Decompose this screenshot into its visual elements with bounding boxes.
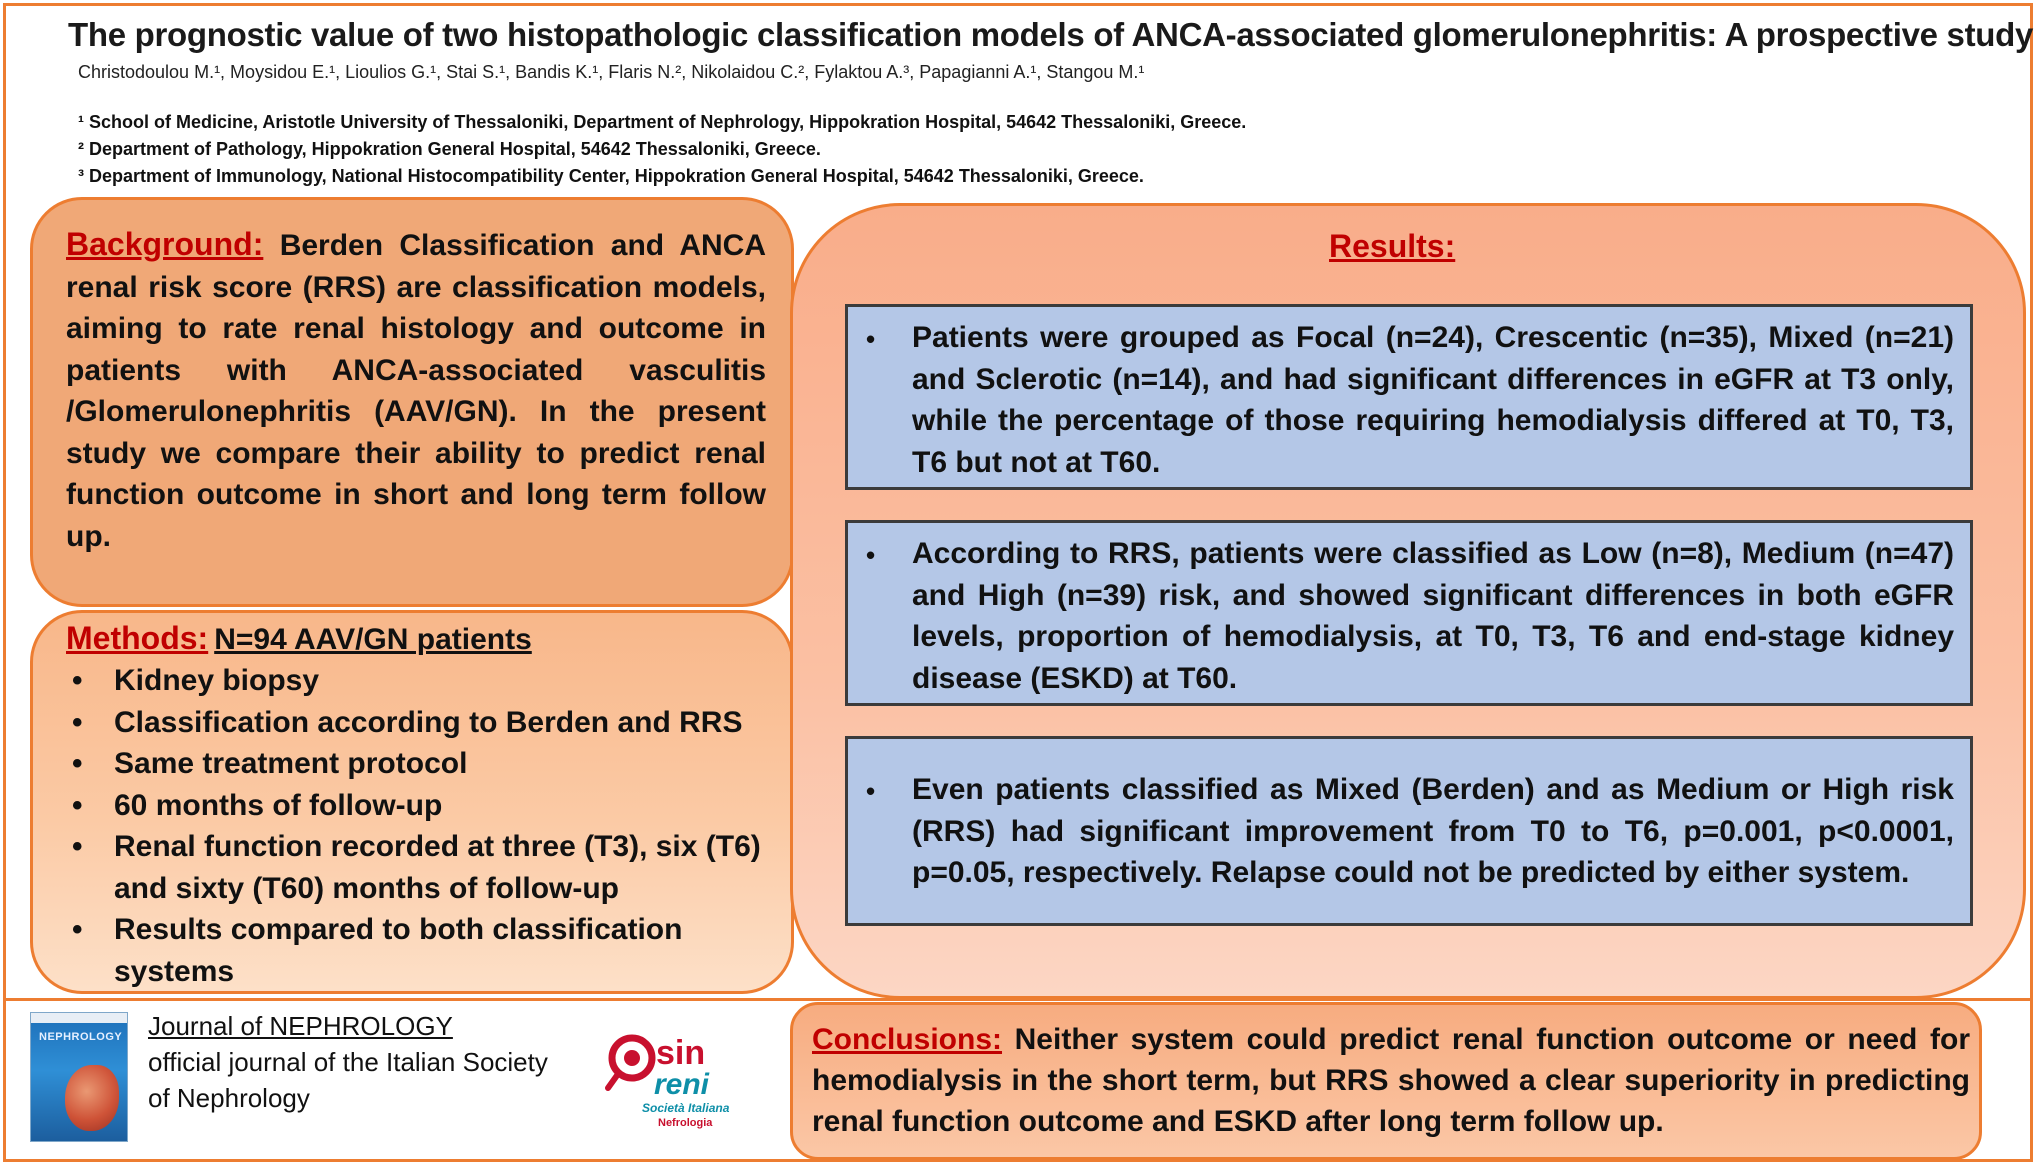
journal-cover-image	[30, 1012, 128, 1142]
author-list: Christodoulou M.¹, Moysidou E.¹, Lioulios G.¹, Stai S.¹, Bandis K.¹, Flaris N.², Nikolaidou C.², Fylaktou A.³, Papagianni A.¹, Stangou M.¹	[78, 62, 1145, 82]
journal-description-line: official journal of the Italian Society	[148, 1047, 548, 1077]
kidney-illustration-icon	[65, 1065, 119, 1131]
methods-item: • Kidney biopsy	[66, 660, 776, 702]
sin-reni-logo	[604, 1024, 736, 1134]
conclusions-heading: Conclusions:	[812, 1023, 1003, 1056]
logo-handle-icon	[608, 1074, 618, 1088]
journal-info	[148, 1008, 548, 1116]
result-item-improvement	[845, 736, 1973, 926]
background-heading: Background:	[66, 226, 264, 262]
journal-description-line: of Nephrology	[148, 1083, 310, 1113]
conclusions-text-block	[812, 1019, 1970, 1142]
methods-cohort-size: N=94 AAV/GN patients	[214, 623, 532, 656]
affiliation-1: ¹ School of Medicine, Aristotle University of Thessaloniki, Department of Nephrology, Hippokration Hospital, 54642 Thessaloniki, Greece.	[78, 112, 1247, 132]
cover-title: NEPHROLOGY	[39, 1031, 123, 1043]
logo-tagline: Società Italiana	[642, 1101, 730, 1115]
logo-dot-icon	[624, 1050, 640, 1066]
bullet-icon: •	[866, 324, 876, 354]
methods-item: • Results compared to both classification systems	[66, 909, 776, 992]
methods-item: • Classification according to Berden and RRS	[66, 702, 776, 744]
bullet-icon: •	[866, 540, 876, 570]
methods-item: • Same treatment protocol	[66, 743, 776, 785]
affiliation-3: ³ Department of Immunology, National Histocompatibility Center, Hippokration General Hospital, 54642 Thessaloniki, Greece.	[78, 166, 1144, 186]
result-text: According to RRS, patients were classified as Low (n=8), Medium (n=47) and High (n=39) risk, and showed significant differences in both eGFR levels, proportion of hemodialysis, at T0, T3, T6 and end-stage kidney disease (ESKD) at T60.	[912, 537, 1954, 695]
conclusions-body: Neither system could predict renal function outcome or need for hemodialysis in the short term, but RRS showed a clear superiority in predicting renal function outcome and ESKD after long term follow up.	[812, 1023, 1970, 1138]
background-text-block	[66, 224, 766, 557]
result-text: Patients were grouped as Focal (n=24), Crescentic (n=35), Mixed (n=21) and Sclerotic (n=14), and had significant differences in eGFR at T3 only, while the percentage of those requiring hemodialysis differed at T0, T3, T6 but not at T60.	[912, 321, 1954, 479]
methods-header	[66, 620, 532, 657]
journal-name-link[interactable]: Journal of NEPHROLOGY	[148, 1011, 453, 1041]
methods-item: • Renal function recorded at three (T3), six (T6) and sixty (T60) months of follow-up	[66, 826, 776, 909]
methods-list	[66, 660, 776, 992]
logo-word-reni: reni	[654, 1068, 710, 1101]
methods-heading: Methods:	[66, 620, 209, 656]
cover-top-band	[31, 1013, 127, 1023]
background-body: Berden Classification and ANCA renal risk score (RRS) are classification models, aiming to rate renal histology and outcome in patients with ANCA-associated vasculitis /Glomerulonephritis (AAV/GN). In the present study we compare their ability to predict renal function outcome in short and long term follow up.	[66, 229, 766, 553]
results-heading: Results:	[1329, 228, 1456, 264]
logo-word-sin: sin	[656, 1034, 706, 1072]
logo-tagline: Nefrologia	[658, 1117, 713, 1129]
poster-title: The prognostic value of two histopathologic classification models of ANCA-associated glomerulonephritis: A prospective study	[68, 16, 2034, 53]
affiliation-2: ² Department of Pathology, Hippokration General Hospital, 54642 Thessaloniki, Greece.	[78, 139, 821, 159]
result-item-rrs	[845, 520, 1973, 706]
footer-divider	[6, 998, 2030, 1001]
result-item-berden	[845, 304, 1973, 490]
bullet-icon: •	[866, 776, 876, 806]
methods-item: • 60 months of follow-up	[66, 785, 776, 827]
result-text: Even patients classified as Mixed (Berden) and as Medium or High risk (RRS) had significant improvement from T0 to T6, p=0.001, p<0.0001, p=0.05, respectively. Relapse could not be predicted by either system.	[912, 773, 1954, 889]
